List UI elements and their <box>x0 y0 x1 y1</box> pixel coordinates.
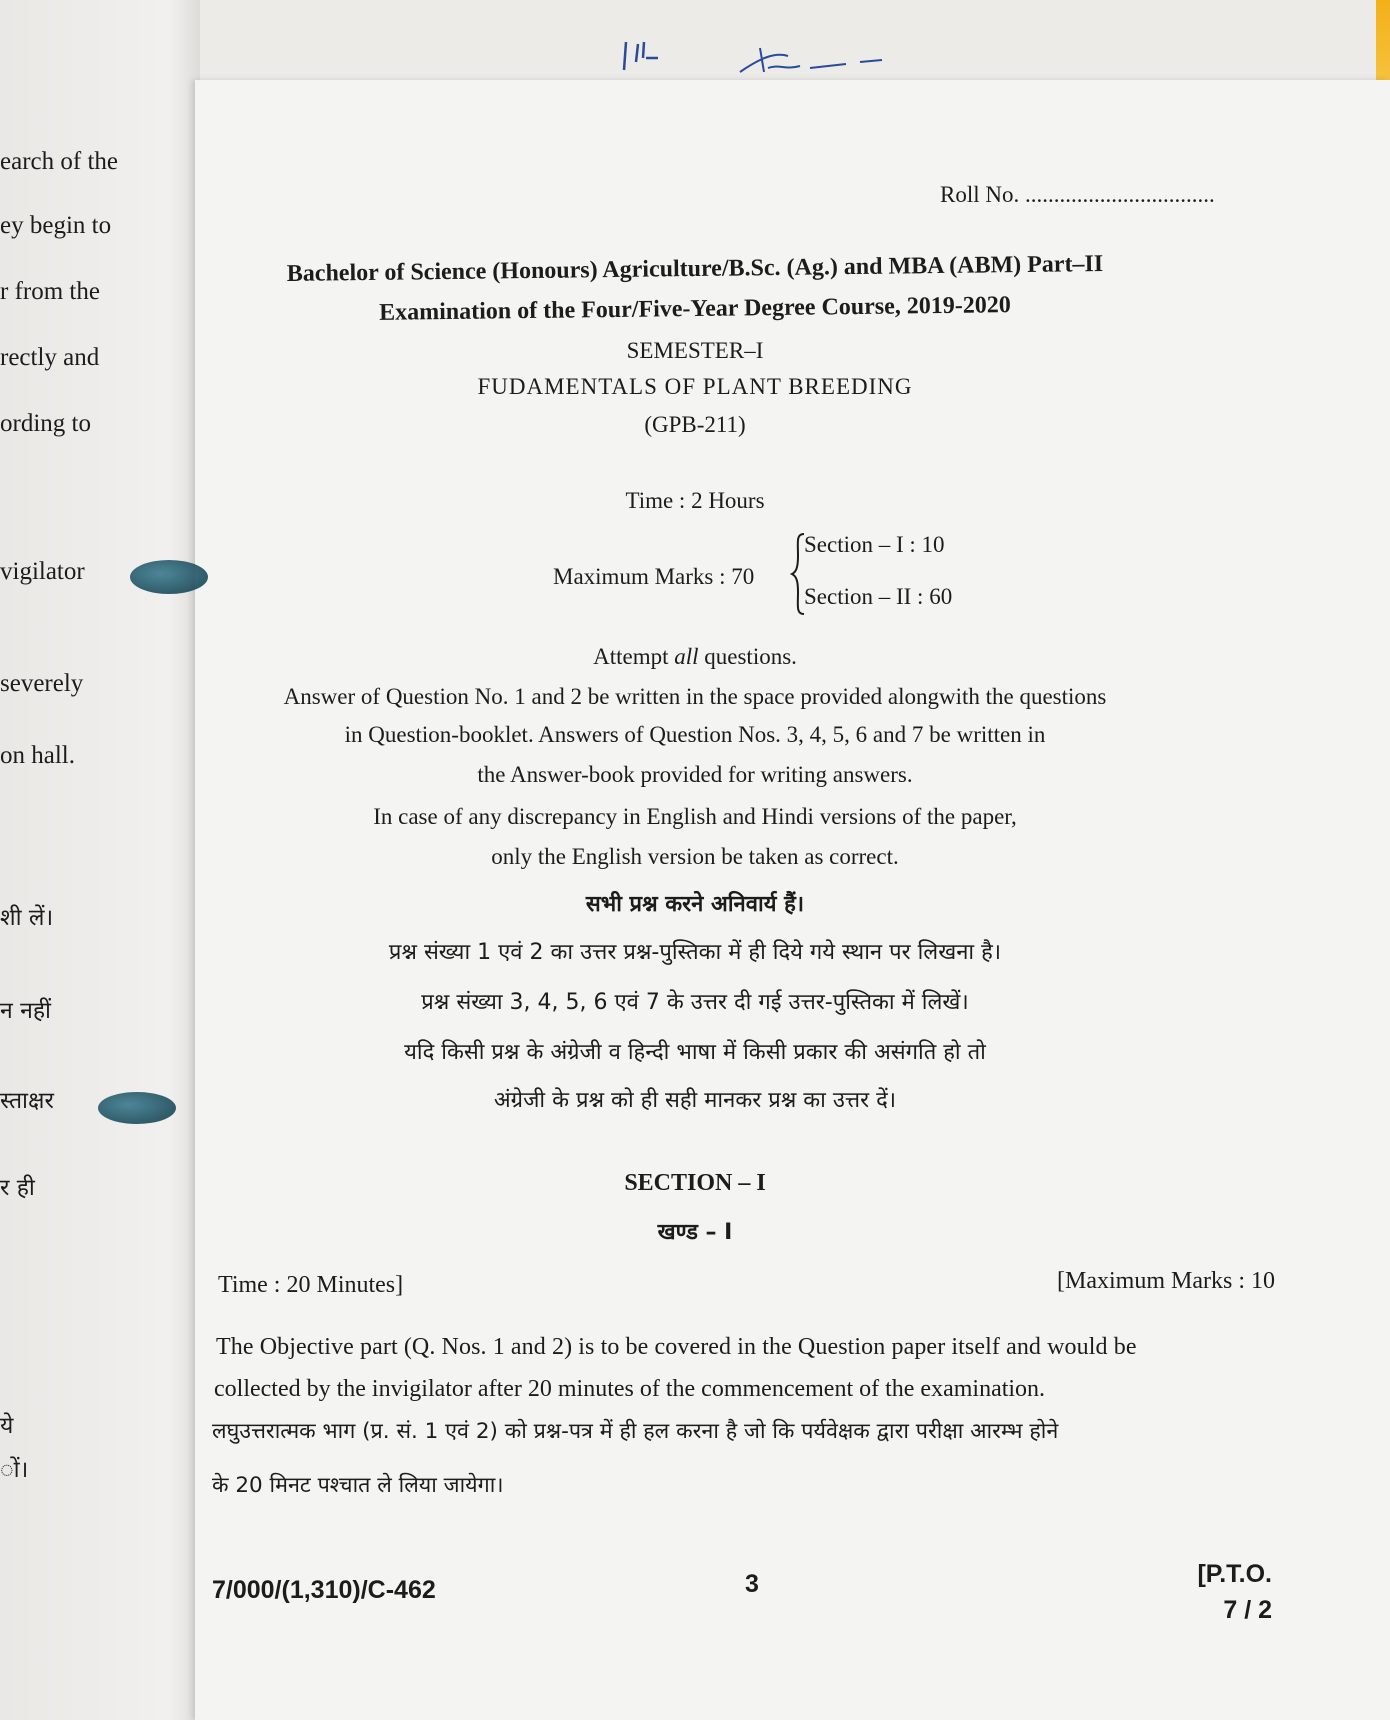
section-1-marks: Section – I : 10 <box>804 532 945 557</box>
degree-title: Bachelor of Science (Honours) Agriculture/B.Sc. (Ag.) and MBA (ABM) Part–II <box>286 251 1104 287</box>
objective-note: collected by the invigilator after 20 minutes of the commencement of the examination. <box>214 1376 1046 1402</box>
objective-note-hindi: के 20 मिनट पश्चात ले लिया जायेगा। <box>212 1473 504 1498</box>
margin-fragment: शी लें। <box>0 905 54 931</box>
margin-fragment: earch of the <box>0 148 118 175</box>
pto-note: [P.T.O. <box>1197 1560 1272 1588</box>
margin-fragment: र ही <box>0 1175 35 1201</box>
exam-title: Examination of the Four/Five-Year Degree Course, 2019-2020 <box>379 292 1011 326</box>
sheet-number: 7 / 2 <box>1223 1596 1272 1624</box>
margin-fragment: ये <box>0 1413 14 1439</box>
instruction-line: in Question-booklet. Answers of Question Nos. 3, 4, 5, 6 and 7 be written in <box>344 722 1046 747</box>
objective-note: The Objective part (Q. Nos. 1 and 2) is to be covered in the Question paper itself and would be <box>216 1334 1137 1360</box>
margin-fragment: rectly and <box>0 344 100 371</box>
margin-fragment: vigilator <box>0 558 85 585</box>
section-title-hindi: खण्ड – I <box>657 1220 733 1245</box>
section-2-marks: Section – II : 60 <box>804 584 953 609</box>
margin-fragment: ों। <box>0 1457 29 1483</box>
hindi-heading: सभी प्रश्न करने अनिवार्य हैं। <box>585 892 805 917</box>
instruction-line: the Answer-book provided for writing answers. <box>477 762 913 787</box>
instruction-line: Answer of Question No. 1 and 2 be written in the space provided alongwith the questions <box>283 684 1107 709</box>
margin-fragment: ording to <box>0 410 91 437</box>
instruction-line: In case of any discrepancy in English and Hindi versions of the paper, <box>373 804 1017 829</box>
margin-fragment: severely <box>0 670 84 697</box>
max-marks: Maximum Marks : 70 <box>553 564 755 589</box>
semester: SEMESTER–I <box>626 338 764 363</box>
attempt-instruction: Attempt all questions. <box>593 644 797 669</box>
roll-number: Roll No. ................................. <box>940 182 1215 207</box>
subject-code: (GPB-211) <box>644 412 746 437</box>
exam-time: Time : 2 Hours <box>625 488 765 513</box>
paper-code: 7/000/(1,310)/C-462 <box>212 1576 436 1604</box>
margin-fragment: स्ताक्षर <box>0 1088 54 1114</box>
margin-fragment: न नहीं <box>0 998 52 1024</box>
margin-fragment: ey begin to <box>0 212 112 239</box>
hindi-instruction: यदि किसी प्रश्न के अंग्रेजी व हिन्दी भाषा में किसी प्रकार की असंगति हो तो <box>404 1040 986 1065</box>
binding-tape <box>130 560 208 594</box>
margin-fragment: r from the <box>0 278 100 305</box>
section-max-marks: [Maximum Marks : 10 <box>1057 1268 1275 1294</box>
hindi-instruction: अंग्रेजी के प्रश्न को ही सही मानकर प्रश्न का उत्तर दें। <box>493 1088 897 1113</box>
section-time: Time : 20 Minutes] <box>218 1272 404 1298</box>
page-number: 3 <box>745 1570 759 1598</box>
section-title: SECTION – I <box>624 1170 766 1196</box>
margin-fragment: on hall. <box>0 742 75 769</box>
hindi-instruction: प्रश्न संख्या 3, 4, 5, 6 एवं 7 के उत्तर दी गई उत्तर-पुस्तिका में लिखें। <box>421 990 969 1015</box>
instruction-line: only the English version be taken as correct. <box>491 844 899 869</box>
subject-title: FUDAMENTALS OF PLANT BREEDING <box>477 374 913 399</box>
objective-note-hindi: लघुउत्तरात्मक भाग (प्र. सं. 1 एवं 2) को प्रश्न-पत्र में ही हल करना है जो कि पर्यवेक्षक द्वारा परीक्षा आरम्भ होने <box>212 1419 1059 1444</box>
handwritten-scribble <box>610 28 910 88</box>
hindi-instruction: प्रश्न संख्या 1 एवं 2 का उत्तर प्रश्न-पुस्तिका में ही दिये गये स्थान पर लिखना है। <box>388 940 1002 965</box>
